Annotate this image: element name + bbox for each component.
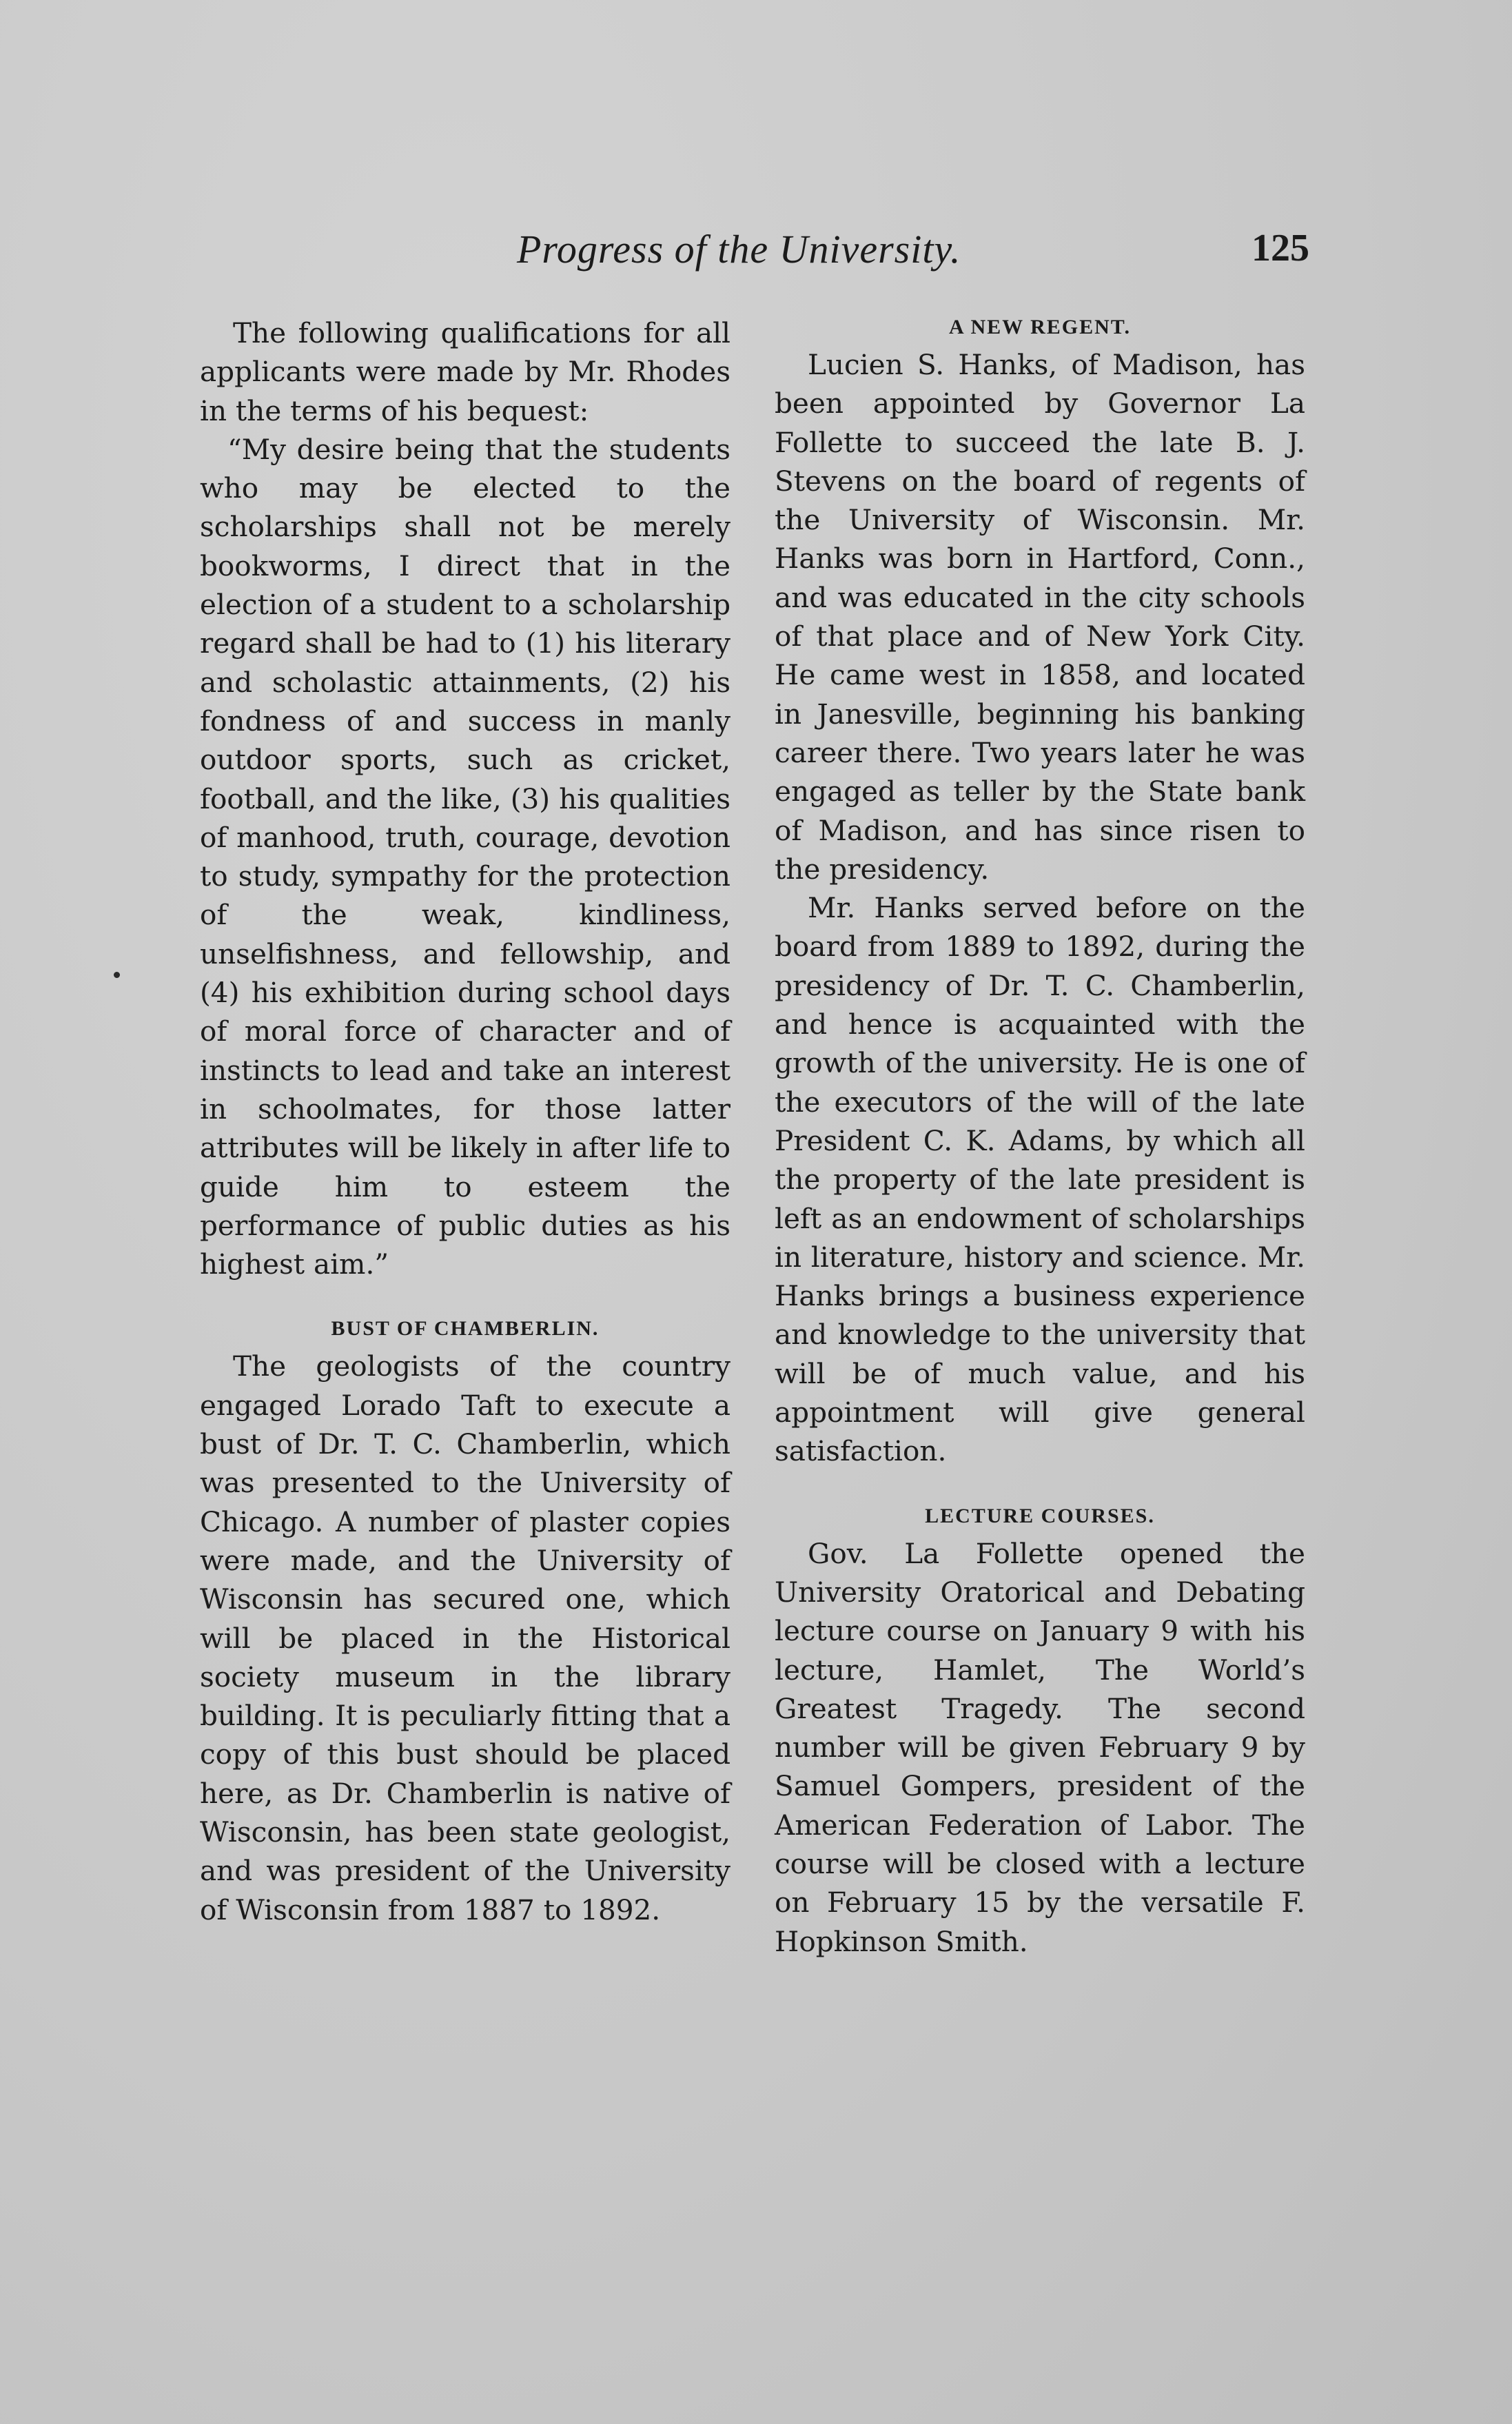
ink-speck [114,972,120,978]
section-heading-bust: BUST OF CHAMBERLIN. [331,1317,600,1341]
section-heading-lecture: LECTURE COURSES. [925,1504,1155,1527]
right-column [775,314,1305,1961]
left-column [200,314,731,1929]
regent-paragraph-1: Lucien S. Hanks, of Madison, has been appointed by Governor La Follette to succeed the late B. J. Stevens on the board of regents of the University of Wisconsin. Mr. Hanks was born in Hartford, Conn., and was educated in the city schools of that place and of New York City. He came west in 1858, and located in Janesville, beginning his banking career there. Two years later he was engaged as teller by the State bank of Madison, and has since risen to the presidency. [775,348,1305,886]
intro-paragraph: The following qualifications for all applicants were made by Mr. Rhodes in the terms of his bequest: [200,316,731,427]
running-head [510,226,1309,281]
section-heading-regent: A NEW REGENT. [948,316,1132,338]
rhodes-quote-paragraph: “My desire being that the students who may be elected to the scholarships shall not be merely bookworms, I direct that in the election of a student to a scholarship regard shall be had to (1) his literary and scholastic attainments, (2) his fondness of and success in manly outdoor sports, such as cricket, football, and the like, (3) his qualities of manhood, truth, courage, devotion to study, sympathy for the protection of the weak, kindliness, unselfishness, and fellowship, and (4) his exhibition during school days of moral force of character and of instincts to lead and take an interest in schoolmates, for those latter attributes will be likely in after life to guide him to esteem the performance of public duties as his highest aim.” [200,432,731,1281]
regent-paragraph-2: Mr. Hanks served before on the board from 1889 to 1892, during the presidency of Dr. T. C. Chamberlin, and hence is acquainted with the growth of the university. He is one of the executors of the will of the late President C. K. Adams, by which all the property of the late president is left as an endowment of scholarships in literature, history and science. Mr. Hanks brings a business experience and knowledge to the university that will be of much value, and his appointment will give general satisfaction. [775,891,1305,1468]
running-title: Progress of the University. [517,227,961,272]
page-number: 125 [1252,227,1309,269]
lecture-paragraph: Gov. La Follette opened the University Oratorical and Debating lecture course on January 9 with his lecture, Hamlet, The World’s Greatest Tragedy. The second number will be given February 9 by Samuel Gompers, president of the American Federation of Labor. The course will be closed with a lecture on February 15 by the versatile F. Hopkinson Smith. [775,1536,1305,1958]
bust-paragraph: The geologists of the country engaged Lorado Taft to execute a bust of Dr. T. C. Chamberlin, which was presented to the University of Chicago. A number of plaster copies were made, and the University of Wisconsin has secured one, which will be placed in the Historical society museum in the library building. It is peculiarly fitting that a copy of this bust should be placed here, as Dr. Chamberlin is native of Wisconsin, has been state geologist, and was president of the University of Wisconsin from 1887 to 1892. [200,1350,731,1926]
